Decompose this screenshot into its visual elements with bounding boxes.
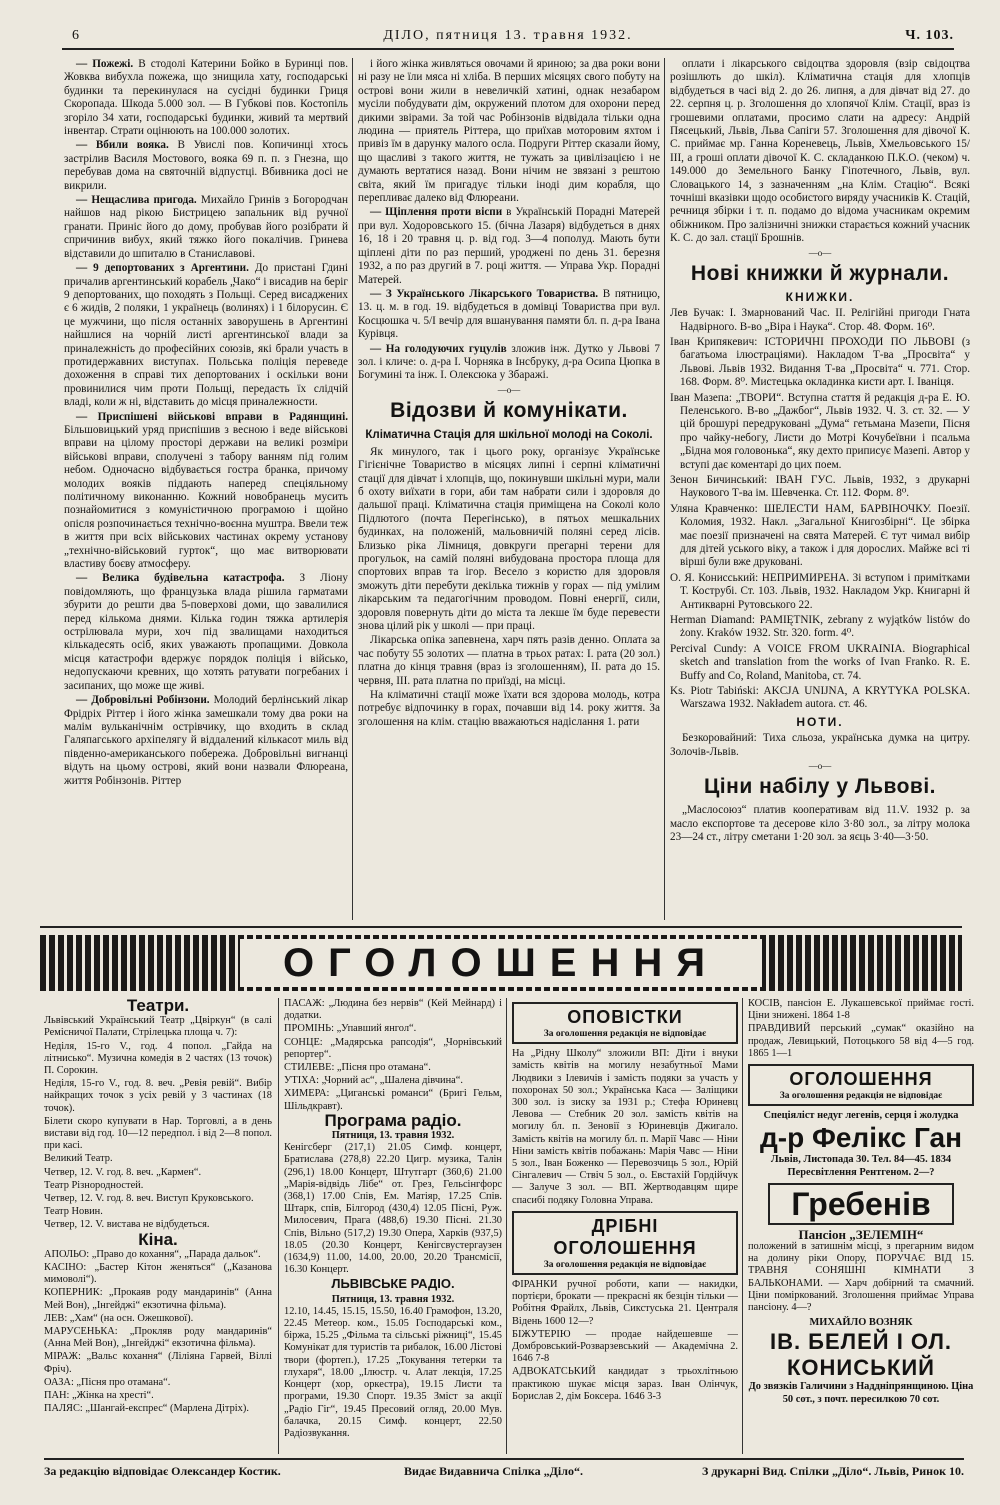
cinema-entry: ОАЗА: „Пісня про отамана“. (44, 1376, 171, 1388)
page-footer (44, 1458, 964, 1480)
book-entry: Лев Бучак: І. Змарнований Час. ІІ. Релігійні пригоди Гната Надвірного. В-во „Віра і Наука“. Стор. 48. Форм. 16⁰. (670, 307, 970, 333)
theatres-title: Театри. (126, 998, 190, 1015)
news-item-lead: — З Українського Лікарського Товариства. (370, 287, 599, 300)
book-entry: Percival Cundy: A VOICE FROM UKRAINIA. Biographical sketch and translation from the works of Ivan Franko. R. E. Buffy and Co, Roland, Manitoba, ст. 74. (670, 642, 970, 682)
ads-banner-inner (240, 939, 762, 987)
pension-name: Пансіон „ЗЕЛЕМІН“ (798, 1226, 924, 1242)
appeals-paragraph: Як минулого, так і цього року, організує Українське Гігієнічне Товариство в місяцях липні і серпні кліматичні стації для дівчат і хлопців, що, покинувши шкільні мури, мали б охоту виїхати в гори, аби там набрати сили і здоровля до дальшої праці. Кліматична стація приміщена на Соколі коло Підлютого (почта Перегінсько), в пятьох мешкальних будинках, на положеній, мальовничій поляні серед лісів. Близько ріка Лімниця, довкруги прегарні терени для прогульок, на самій поляні вибудована простора площа для спортових вправ та ігор. Весело з користю для здоровля зможуть діти перебути декілька тижнів у горах — під умілим лікарським та педагогічним проводом. Повні енергії, сили, здоровля повернуть діти до міста та лекше їм буде перевести знова цілий рік у школі — при праці. (358, 445, 660, 633)
cinema-entry: МІРАЖ: „Вальс кохання“ (Ліліяна Гарвей, Віллі Фріч). (44, 1351, 272, 1375)
books-title: Нові книжки й журнали. (690, 261, 950, 285)
book-entry: Уляна Кравченко: ШЕЛЕСТИ НАМ, БАРВІНОЧКУ. Поезії. Коломия, 1932. Накл. „Загальної Книгозбірні“. Це збірка має поезії призначені на свята Матерей. Є тут чимал вибір для дітей уського віку, а також і для дорослих. Майже всі ті вірші були вже друковані. (670, 502, 970, 569)
separator: —o— (808, 761, 832, 772)
theatre-entry: Четвер, 12. V. год. 8. веч. „Кармен“. (44, 1166, 202, 1178)
theatre-entry: Білети скоро купувати в Нар. Торговлі, а в день вистави від год. 10—12 передпол. і від 2—8 попол. при касі. (44, 1115, 272, 1152)
book-entry: Іван Крипякевич: ІСТОРИЧНІ ПРОХОДИ ПО ЛЬВОВІ (з багатьома ілюстраціями). Накладом Т-ва „Просвіта“ у Львові. Львів 1932. Видання Т-ва „Просвіта“ ч. 771. Стор. 168. Форм. 8⁰. Мистецька окладинка кисти арт. І. Іваніця. (670, 335, 970, 389)
theatre-entry: Львівський Український Театр „Цвіркун“ (в салі Ремісничої Палати, Стрілецька площа ч. 7): (44, 1015, 272, 1039)
news-item-lead: — Пожежі. (76, 58, 134, 70)
separator: —o— (497, 384, 521, 395)
small-ad: ФІРАНКИ ручної роботи, капи — накидки, портієри, брокати — прекрасні як безцін тільки — Робітня Фрайлх, Львів, Сикстуська 21. Центрaля Відень 1600 12—? (512, 1279, 738, 1327)
small-ads-title: ДРІБНІ ОГОЛОШЕННЯ (553, 1215, 697, 1258)
right-ads-box (748, 1064, 974, 1106)
news-item-text: В Увислі пов. Копичинці хтось застрілив Василя Мостового, вояка 69 п. п. з Гнезна, що перебував дома на святочній відпустці. Вбивника досі не викрили. (64, 139, 348, 192)
radio-title: Програма радіо. (324, 1110, 462, 1130)
books-list (670, 307, 970, 712)
news-item (64, 411, 348, 572)
book-entry: Herman Diamand: PAMIĘTNIK, zebrany z wyjątków listów do żony. Kraków 1932. Str. 320. form. 4⁰. (670, 614, 970, 640)
cinemas-list (44, 1249, 272, 1416)
pension-text: положений в затишнім місці, з прегарним видом на долину ріки Опору, ПОРУЧАЄ ВІД 15. ТРАВНЯ СОНЯШНІ КІМНАТИ З БАЛЬКОНАМИ. — Харч добірний та смачний. Ціни поміркований. Зголошення приймає Управа пансіону. 4—? (748, 1241, 974, 1314)
belei-title: ІВ. БЕЛЕЙ І ОЛ. КОНИСЬКИЙ (769, 1329, 953, 1381)
kosiv-ad: КОСІВ, пансіон Е. Лукашевської приймає гості. Ціни знижені. 1864 1-8 (748, 998, 974, 1022)
theatre-entry: Театр Новин. (44, 1206, 103, 1218)
cinema-entry: ПАН: „Жінка на хресті“. (44, 1390, 154, 1402)
news-column-1 (64, 58, 348, 920)
notes-label: НОТИ. (796, 714, 844, 729)
lviv-radio-date: Пятниця, 13. травня 1932. (331, 1293, 455, 1305)
ads-banner-title: ОГОЛОШЕННЯ (283, 940, 719, 985)
cinema-entry: ПАСАЖ: „Людина без нервів“ (Кей Мейнард) і додатки. (284, 998, 502, 1022)
news-item-text: В стодолі Катерини Бойко в Буринці пов. Жовква вибухла пожежа, що знищила хату, господарські будинки та перекинулася на сусідні будинки Гриця Скоропада. Шкода 5.000 зол. — В Губкові пов. Костопіль згоріло 34 хати, господарські будинки, живий та мертвий інвентар. Страти оцінюють на 100.000 золотих. (64, 58, 348, 138)
news-item-lead: — 9 депортованих з Аргентини. (76, 262, 249, 275)
theatre-entry: Неділя, 15-го V., год. 8. веч. „Ревія ревій“. Вибір найкращих точок з усіх ревій у 3 частинах (18 точок). (44, 1078, 272, 1114)
lviv-radio-program: 12.10, 14.45, 15.15, 15.50, 16.40 Грамофон, 13.20, 22.45 Метеор. ком., 15.05 Господарські ком., біржа, 15.25 „Фільма та сільські ріжниці“, 15.45 Комунікат для туристів та рибалок, 16.00 Лістові твори (фортеп.), 17.25 „Токування тетерки та глухаря“, 18.00 „Ілюстр. ч. Алат лекція, 17.25 Концерт (хор, оркестра), 19.15 Листи та програми, 19.30 Спорт. 19.35 Зміст за акції „Радіо Гіг“, 19.45 Пресовий огляд, 20.00 Мув. балачка, 20.15 Симф. концерт, 22.50 Радіозвукання. (284, 1305, 502, 1439)
book-entry: О. Я. Конисський: НЕПРИМИРЕНА. Зі вступом і примітками Т. Кострубі. Ст. 103. Львів, 1932. Накладом Укр. Книгарні й Антикварні Рутовського 22. (670, 571, 970, 611)
cinema-entry: АПОЛЬО: „Право до кохання“, „Парада дальок“. (44, 1248, 261, 1260)
page-number: 6 (72, 28, 80, 43)
news-item (358, 206, 660, 286)
notices-note: За оголошення редакція не відповідає (543, 1029, 707, 1039)
news-item-lead: — Добровільні Робінзони. (76, 694, 210, 707)
news-item-lead: — Вбили вояка. (76, 139, 169, 152)
prices-title: Ціни набілу у Львові. (703, 775, 937, 799)
appeals-continued: оплати і лікарського свідоцтва здоровля (взір свідоцтва розішлють до шкіл). Кліматична стація для хлопців відбудеться в часі від 2. до 26. липня, а для дівчат від 27. до 22. серпня ц. р. Зголошення до хлопячої Клім. Стації, враз із грошевими оплатами, просимо слати на адресу: Андрій Пясецький, Львів, Льва Сапіги 57. Зголошення для дівочої К. С. приймає мр. Ганна Кореневець, Львів, Хмельовського 15/ІІІ, а гроші оплати дівочої К. С. складанкою П.К.О. (чеком) ч. 149.000 до Земельного Банку Гіпотечного, Львів, вул. Словацького 14, з зазначенням „на Клім. Стацію“. Всякі точніші вказівки щодо особистого виряду учасників К. Стацій, речниця збірки і т. п. подамо до відома учасникам окремим обіжником. Про залізничні знижки старається кожний учасник К. С. до зал. стації Брошнів. (670, 58, 970, 245)
radio-date: Пятниця, 13. травня 1932. (331, 1130, 455, 1142)
news-item-text: в Українській Порадні Матерей при вул. Ходоровського 15. (бічна Лазаря) відбудеться в днях 16, 18 і 20 травня ц. р. від год. 3—4 пополуд. Мають бути щіплені діти по раз перший, уроджені по день 31. березня 1932, а по раз другий в 7. році життя. — Управа Укр. Порадні Матерей. (358, 206, 660, 286)
column-rule (352, 58, 353, 920)
doctor-address: Львів, Листопада 30. Тел. 84—45. 1834 Пересвітлення Рентгеном. 2—? (770, 1154, 952, 1178)
news-item-lead: — Приспішені військові вправи в Радянщині. (76, 410, 348, 423)
book-entry: Ks. Piotr Tabiński: AKCJA UNIJNA, A KRYTYKA POLSKA. Warszawa 1932. Nakładem autora. ст. 46. (670, 685, 970, 711)
cinema-entry: ХИМЕРА: „Циганські романси“ (Бригі Гельм, Шільдкравт). (284, 1088, 502, 1112)
cinema-entry: ЛЕВ: „Хам“ (на осн. Ожешкової). (44, 1312, 194, 1324)
separator: —o— (808, 247, 832, 258)
appeals-paragraph: На кліматичні стації може їхати вся здорова молодь, котра потребує відпочинку в горах, почавши від 14. року життя. За зголошення на клім. стацію вважаються надіслання 1. рати (358, 689, 660, 728)
news-column-3 (670, 58, 970, 920)
column-rule (742, 998, 743, 1454)
cinema-entry: КОПЕРНИК: „Прокаяв роду мандаринів“ (Анна Мей Вон), „Інгейджі“ екзотична фільма). (44, 1287, 272, 1311)
news-item (64, 694, 348, 788)
news-item-text: і його жінка живляться овочами й яриною; за два роки вони ні разу не їли мяса ні хліба. В перших місяцях свого побуту на острові вони жили в невеличкій хатині, однак незабаром мусіли побудувати дім, окружений плотом для охорони перед дикими звірами. За той час Робінзонів відвідала тільки одна людина — приятель Ріттера, що приїхав моторовим яхтом і привіз їм в дарунку малого осла. Подруги Ріттер сказали йому, що щасливі з такого життя, не тужать за цивілізацією і не думають вертатися назад. Вони нічим не звязані з рештою світа, який їм пригадує тільки іноді дим корабля, що перепливає далеко від Флюреани. (358, 58, 660, 205)
news-item-text: До пристані Гдині причалив аргентинський корабель „Чако“ і висадив на беріг 9 депортованих, що походять з Польщі. Серед висаджених є 6 жидів, 2 поляки, 1 українець (волинях) і 1 білорусин. Є це мужчини, що після останніх заворушень в Аргентині найшлися на чорній листі аргентинської влади за приналежність до професійних союзів, які брали участь в протидержавних виступах. Польська поліція переведе дохоження в справі тих депортованих і оскільки вони провинилися чим проти Польщі, передасть їх слідчій владі, коли ж ні, відставить до місця приналежности. (64, 262, 348, 409)
theatre-entry: Великий Театр. (44, 1153, 113, 1165)
small-ads-box (512, 1211, 738, 1275)
running-header (62, 28, 954, 50)
news-column-2 (358, 58, 660, 920)
column-rule (664, 58, 665, 920)
book-entry: Зенон Бичинський: ІВАН ГУС. Львів, 1932, з друкарні Наукового Т-ва ім. Шевченка. Ст. 112. Форм. 8⁰. (670, 473, 970, 500)
cinema-entry: УТІХА: „Чорний ас“, „Шалена дівчина“. (284, 1075, 463, 1087)
theatres-list (44, 1015, 272, 1231)
banner-rule-top (40, 926, 962, 928)
masthead: ДІЛО, пятниця 13. травня 1932. (383, 28, 633, 43)
news-item (64, 572, 348, 693)
news-item (358, 288, 660, 342)
news-item (64, 139, 348, 193)
footer-editor: За редакцію відповідає Олександер Костик. (44, 1464, 281, 1478)
cinema-entry: МАРУСЕНЬКА: „Прокляв роду мандаринів“ (Анна Мей Вон), „Інгейджі“ екзотична фільма). (44, 1326, 272, 1350)
notices-box (512, 1002, 738, 1044)
theatre-entry: Театр Різнородностей. (44, 1179, 144, 1191)
cinema-entry: КАСІНО: „Бастер Кітон женяться“ („Казанова мимоволі“). (44, 1262, 272, 1286)
ads-theatres-column (44, 998, 272, 1454)
notices-title: ОПОВІСТКИ (567, 1007, 683, 1027)
right-ads-note: За оголошення редакція не відповідає (779, 1091, 943, 1102)
news-item (358, 58, 660, 205)
ads-banner (40, 935, 962, 991)
issue-number: Ч. 103. (905, 28, 954, 43)
prices-text: „Маслосоюз“ платив кооперативам від 11.V. 1932 р. за масло експортове та десерове кіло 3·80 зол., за літру молока 23—24 ст., літру сметани 1·20 зол. за яєць 3·40—3·50. (670, 804, 970, 843)
ads-radio-column (284, 998, 502, 1454)
news-item-text: Молодий берлінський лікар Фрідріх Ріттер і його жінка замешкали тому два роки на малім вульканічнім острівчику, що входить в склад Галяпагського архіпелягу й віддалений кількасот миль від південно-американського побережа. Добровільні вигнанці відуть на цьому острові, який вони назвали Флюреана, життя Робінзонів. Ріттер (64, 694, 348, 787)
carpet-ad: ПРАВДИВИЙ перський „сумак“ оказійно на продаж, Левицький, Потоцького 58 від 4—5 год. 1865 1—1 (748, 1023, 974, 1059)
appeals-subtitle: Кліматична Стація для шкільної молоді на Соколі. (365, 428, 653, 441)
news-item (64, 194, 348, 261)
small-ad: АДВОКАТСЬКИЙ кандидат з трьохлітньою практикою шукає місця зараз. Іван Олінчук, Борислав 2, дім Боксера. 1646 3-3 (512, 1366, 738, 1402)
news-item-lead: — На голодуючих гуцулів (370, 342, 507, 355)
cinema-entry: ПРОМІНЬ: „Упавший янгол“. (284, 1023, 417, 1035)
footer-publisher: Видає Видавнича Спілка „Діло“. (404, 1464, 583, 1478)
ads-notices-column (512, 998, 738, 1454)
lviv-radio-title: ЛЬВІВСЬКЕ РАДІО. (331, 1276, 455, 1292)
cinemas-title: Кіна. (138, 1229, 178, 1249)
theatre-entry: Четвер, 12. V. вистава не відбудеться. (44, 1219, 210, 1231)
notes-item: Безкоровайний: Тиха сльоза, українська думка на цитру. Золочів-Львів. (670, 732, 970, 758)
right-ads-title: ОГОЛОШЕННЯ (789, 1069, 933, 1090)
ads-right-column (748, 998, 974, 1454)
book-entry: Іван Мазепа: „ТВОРИ“. Вступна стаття й редакція д-ра Е. Ю. Пеленського. В-во „Дажбог“, Львів 1932. Ч. 3. ст. 32. — У цій брошурі передруковані „Дума“ гетьмана Мазепи, Пісня про чайку-небогу, Листи до Мотрі Кочубеївни і псальма „Бідна моя головонька“, яку дехто приписує Мазепі. Автор у вступі дає коментарі до цих поем. (670, 391, 970, 471)
column-rule (278, 998, 279, 1454)
news-item-lead: — Велика будівельна катастрофа. (76, 572, 285, 585)
cinema-entry: СТИЛЕВЕ: „Пісня про отамана“. (284, 1062, 431, 1074)
news-item-text: Більшовицький уряд приспішив з весною і веде військові вправи на цілому просторі держави на великі розміри військові вправи, сполучені з табору ванням під голим небом. Одночасно відбувається гостра бранка, причому молодих вояків піддають наперед спеціяльному політичному виконанню. Кожний новобранець мусить познайомитися з комуністичною програмою і щойно опісля розпочинається технічно-воєнна муштра. Ввели теж в життя при всіх військових частинах окрему установу „технічно-військовий гурток“, що має витворювати властиву боєву атмосферу. (64, 423, 348, 571)
cinemas-list-2 (284, 998, 502, 1113)
notices-text: На „Рідну Школу“ зложили ВП: Діти і внуки замість квітів на могилу незабутньої Мами Людвики з Ілевичів і замість подяки за участь у похоронах 50 зол.; Українська Каса — Заліщики 300 зол. із зиску за 1931 р.; Стефа Юриневц Левова — Стебник 20 зол. замість квітів на могилу бл. п. Зеновії з Юриневців Джигало. Замість квітів на могилу бл. п. Марії Чавс — Ніни Ніни замість квітів побажань: Марія Чавс — Ніни 5 зол., Іван Боженко — Перевозчиць 5 зол., Юрій Сінгалевич — Ствіч 5 зол., о. Евстахій Гордійчук — Залуче 3 зол. — ВП. Жертводавцям щире спасибі подяку Головна Управа. (512, 1048, 738, 1206)
books-label: КНИЖКИ. (785, 289, 855, 304)
news-item (358, 343, 660, 383)
cinema-entry: ПАЛЯС: „Шангай-експрес“ (Марлена Дітріх). (44, 1403, 249, 1415)
footer-printer: З друкарні Вид. Спілки „Діло“. Львів, Ринок 10. (701, 1464, 964, 1478)
radio-foreign: Кенігсберг (217,1) 21.05 Симф. концерт, Братислава (278,8) 22.20 Цигр. музика, Талін (296,1) 18.00 Концерт, Штутгарт (360,6) 21.00 „Марія-відвідь Лібе“ от. Грез, Гельсінгфорс (368,1) 17.00 Спів, Ем. Матіяр, 17.25 Спів. Штарк, спів, Білгород (430,4) 12.05 Пісні, Руж. Милосевич, Прага (488,6) 19.30 Пісні. 21.30 Спів, Вільно (517,2) 19.30 Опера, Харків (937,5) 18.05 (20.30 Концерт, Кенігсвустергаузен (1634,9) 11.00, 14.00, 20.00, 20.20 Трансмісії, 16.30 Концерт. (284, 1142, 502, 1276)
theatre-entry: Неділя, 15-го V., год. 4 попол. „Гайда на літнисько“. Музична комедія в 2 частях (13 точок) П. Сорокин. (44, 1040, 272, 1077)
news-item-text: зложив інж. Дутко у Львові 7 зол. і кличе: о. д-ра І. Чорняка в Інсбруку, д-ра Осипа Цюпка в Богумині та інж. І. Олексюка у Збаражі. (358, 342, 660, 382)
theatre-entry: Четвер, 12. V. год. 8. веч. Виступ Круковського. (44, 1193, 254, 1205)
news-item (64, 58, 348, 138)
small-ads-note: За оголошення редакція не відповідає (543, 1259, 707, 1270)
appeals-title: Відозви й комунікати. (390, 398, 628, 422)
doctor-name: д-р Фелікс Ган (759, 1122, 962, 1154)
belei-text: До звязків Галичини з Наддніпрянщиною. Ціна 50 сот., з почт. пересилкою 70 сот. (748, 1381, 974, 1405)
news-item-lead: — Нещаслива пригода. (76, 194, 197, 207)
news-item-text: В пятницю, 13. ц. м. в год. 19. відбудеться в домівці Товариства при вул. Косцюшка ч. 5/І вечір для вшанування памяти бл. п. д-ра Івана Курівця. (358, 287, 660, 341)
cinema-entry: СОНЦЕ: „Мадярська рапсодія“, „Чорнівський репортер“. (284, 1036, 502, 1060)
news-item-lead: — Щіплення проти віспи (370, 206, 503, 219)
news-item-text: Михайло Гринів з Богородчан найшов над рікою Бистрицею запальник від ручної гранати. Приніс його до дому, пробував його розібрати й спричинив вибух, який тяжко його покалічив. Гринева відставили до шпиталю в Станиславові. (64, 194, 348, 260)
appeals-body (358, 446, 660, 730)
doctor-specialty: Спеціяліст недуг легенів, серця і жолудка (763, 1110, 959, 1122)
column-rule (506, 998, 507, 1454)
appeals-paragraph: Лікарська опіка запевнена, харч пять разів денно. Оплата за час побуту 55 золотих — платна в трьох ратах: І. рата (20 зол.) платна до кінця травня (враз із зголошенням), ІІ. рата до 15. червня, ІІІ. рата платна по приїзді, на місці. (358, 634, 660, 687)
small-ads-list (512, 1279, 738, 1403)
news-item-text: З Ліону повідомляють, що французька влада рішила гарматами збурити до решти два 5-поверхові доми, що завалилися перед кількома днями. Кілька годин тяжка артилерія острілювала мури, хоч під звалищами находиться кількадесять осіб, яких уважають пропащими. Довкола місця катастрофи вдержує порядок поліція і військо, недопускаючи кревних, що хотять ратувати погребаних і засипаних, що може ще живі. (64, 572, 348, 692)
small-ad: БІЖУТЕРІЮ — продае найдешевше — Домбровський-Розварзевський — Академічна 2. 1646 7-8 (512, 1328, 738, 1365)
grebeniv-title: Гребенів (768, 1183, 954, 1225)
news-item (64, 262, 348, 409)
vozniak-author: МИХАЙЛО ВОЗНЯК (809, 1317, 913, 1329)
news-column-2-items (358, 58, 660, 383)
